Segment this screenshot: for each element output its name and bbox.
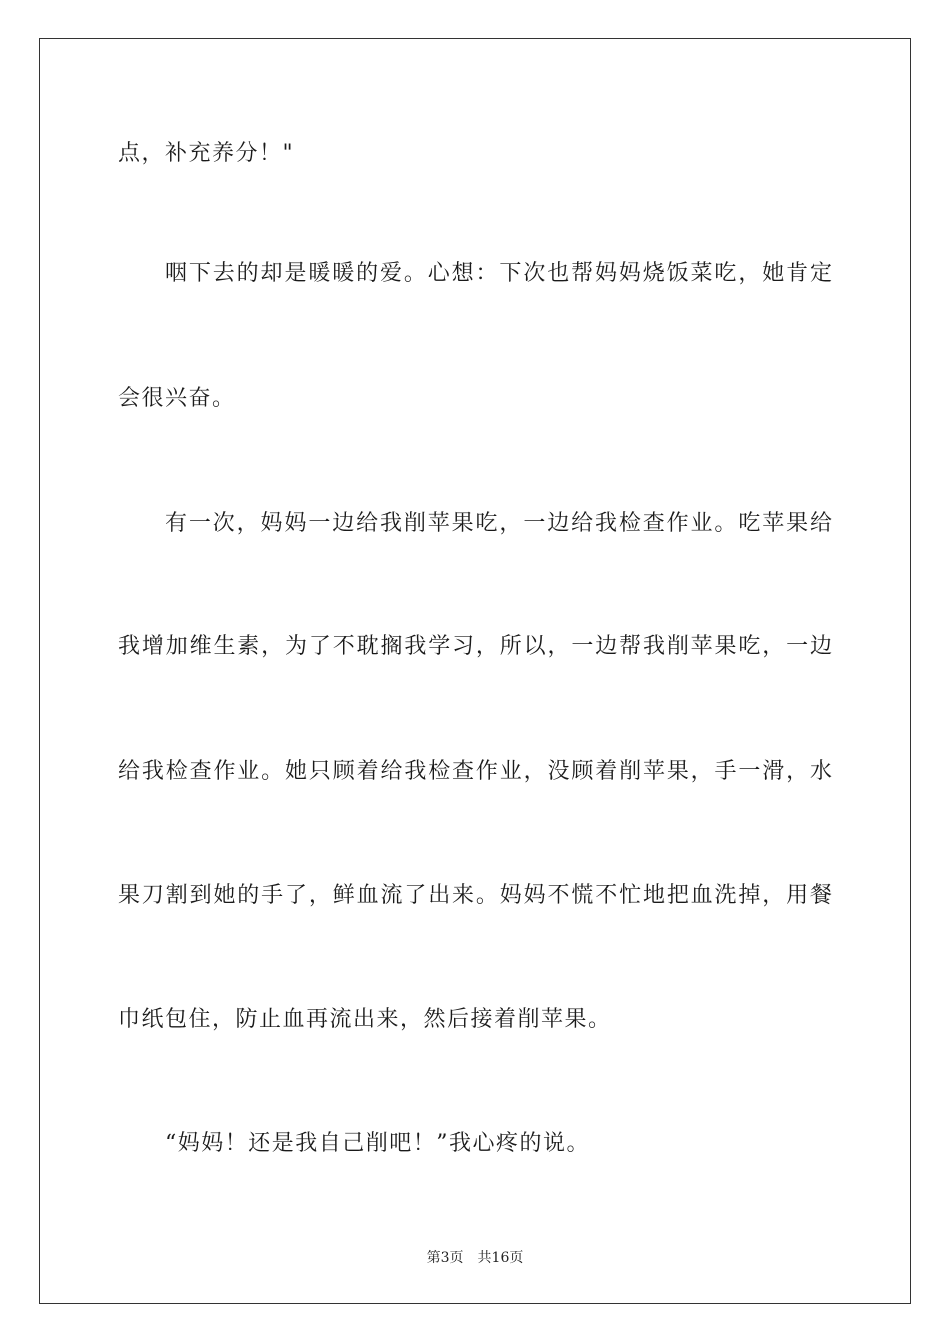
paragraph-line-7: 果刀割到她的手了，鲜血流了出来。妈妈不慌不忙地把血洗掉，用餐 — [118, 883, 832, 908]
paragraph-line-5: 我增加维生素，为了不耽搁我学习，所以，一边帮我削苹果吃，一边 — [118, 634, 832, 659]
paragraph-line-4: 有一次，妈妈一边给我削苹果吃，一边给我检查作业。吃苹果给 — [165, 511, 832, 536]
paragraph-line-9: “妈妈！还是我自己削吧！”我心疼的说。 — [165, 1131, 590, 1156]
page-border — [39, 38, 911, 1304]
paragraph-line-2: 咽下去的却是暖暖的爱。心想：下次也帮妈妈烧饭菜吃，她肯定 — [165, 261, 832, 286]
paragraph-line-1: 点，补充养分！" — [118, 141, 295, 166]
paragraph-line-8: 巾纸包住，防止血再流出来，然后接着削苹果。 — [118, 1007, 612, 1032]
page-number-footer: 第3页 共16页 — [426, 1250, 524, 1266]
paragraph-line-3: 会很兴奋。 — [118, 386, 236, 411]
paragraph-line-6: 给我检查作业。她只顾着给我检查作业，没顾着削苹果，手一滑，水 — [118, 759, 832, 784]
